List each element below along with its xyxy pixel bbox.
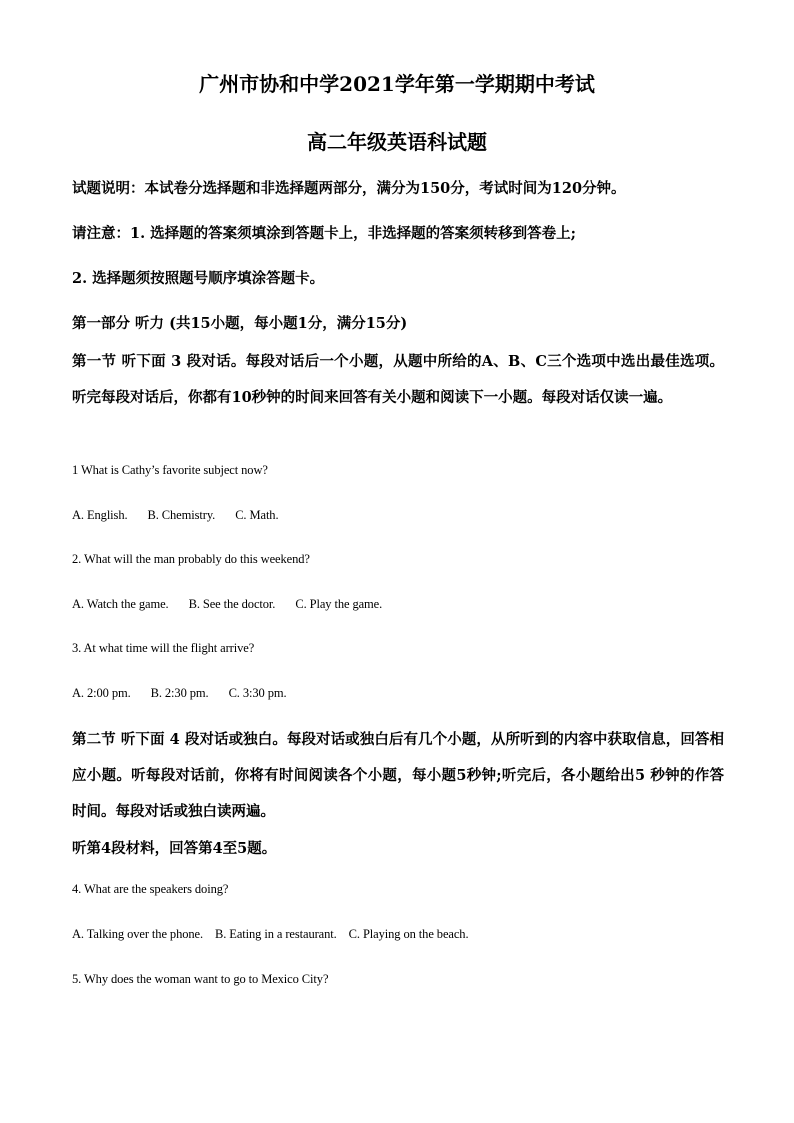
question-3-options xyxy=(72,686,287,701)
option-c: C. Playing on the beach. xyxy=(348,927,469,941)
option-c: C. Play the game. xyxy=(295,597,383,611)
option-a: A. 2:00 pm. xyxy=(72,686,131,700)
question-1-options xyxy=(72,508,279,523)
exam-title: 广州市协和中学2021学年第一学期期中考试 xyxy=(199,72,595,96)
question-1: 1 What is Cathy’s favorite subject now? xyxy=(72,463,268,477)
question-2-options xyxy=(72,597,382,612)
option-c: C. Math. xyxy=(235,508,279,522)
exam-subtitle: 高二年级英语科试题 xyxy=(307,130,487,154)
option-b: B. See the doctor. xyxy=(188,597,276,611)
option-b: B. 2:30 pm. xyxy=(150,686,209,700)
section-two-instructions: 第二节 听下面 4 段对话或独白。每段对话或独白后有几个小题，从所听到的内容中获取信息，回答相应小题。听每段对话前，你将有时间阅读各个小题，每小题5秒钟;听完后，各小题给出5 秒钟的作答时间。每段对话或独白读两遍。 xyxy=(72,731,724,820)
question-4-options xyxy=(72,927,468,942)
question-3: 3. At what time will the flight arrive? xyxy=(72,641,255,655)
option-b: B. Chemistry. xyxy=(147,508,216,522)
attention-note-1: 请注意：1. 选择题的答案须填涂到答题卡上，非选择题的答案须转移到答卷上; xyxy=(72,225,577,242)
option-a: A. Watch the game. xyxy=(72,597,169,611)
question-2: 2. What will the man probably do this weekend? xyxy=(72,552,310,566)
question-5: 5. Why does the woman want to go to Mexico City? xyxy=(72,972,329,986)
question-4: 4. What are the speakers doing? xyxy=(72,882,229,896)
exam-description: 试题说明：本试卷分选择题和非选择题两部分，满分为150分，考试时间为120分钟。 xyxy=(72,180,626,197)
part-one-heading: 第一部分 听力 (共15小题，每小题1分，满分15分) xyxy=(72,315,408,332)
section-one-instructions: 第一节 听下面 3 段对话。每段对话后一个小题，从题中所给的A、B、C三个选项中选出最佳选项。 听完每段对话后，你都有10秒钟的时间来回答有关小题和阅读下一小题。每段对话仅读一遍。 xyxy=(72,353,724,406)
option-a: A. English. xyxy=(72,508,128,522)
attention-note-2: 2. 选择题须按照题号顺序填涂答题卡。 xyxy=(72,270,325,287)
option-a: A. Talking over the phone. xyxy=(72,927,203,941)
material-4-heading: 听第4段材料，回答第4至5题。 xyxy=(72,840,277,857)
option-b: B. Eating in a restaurant. xyxy=(215,927,337,941)
option-c: C. 3:30 pm. xyxy=(228,686,287,700)
